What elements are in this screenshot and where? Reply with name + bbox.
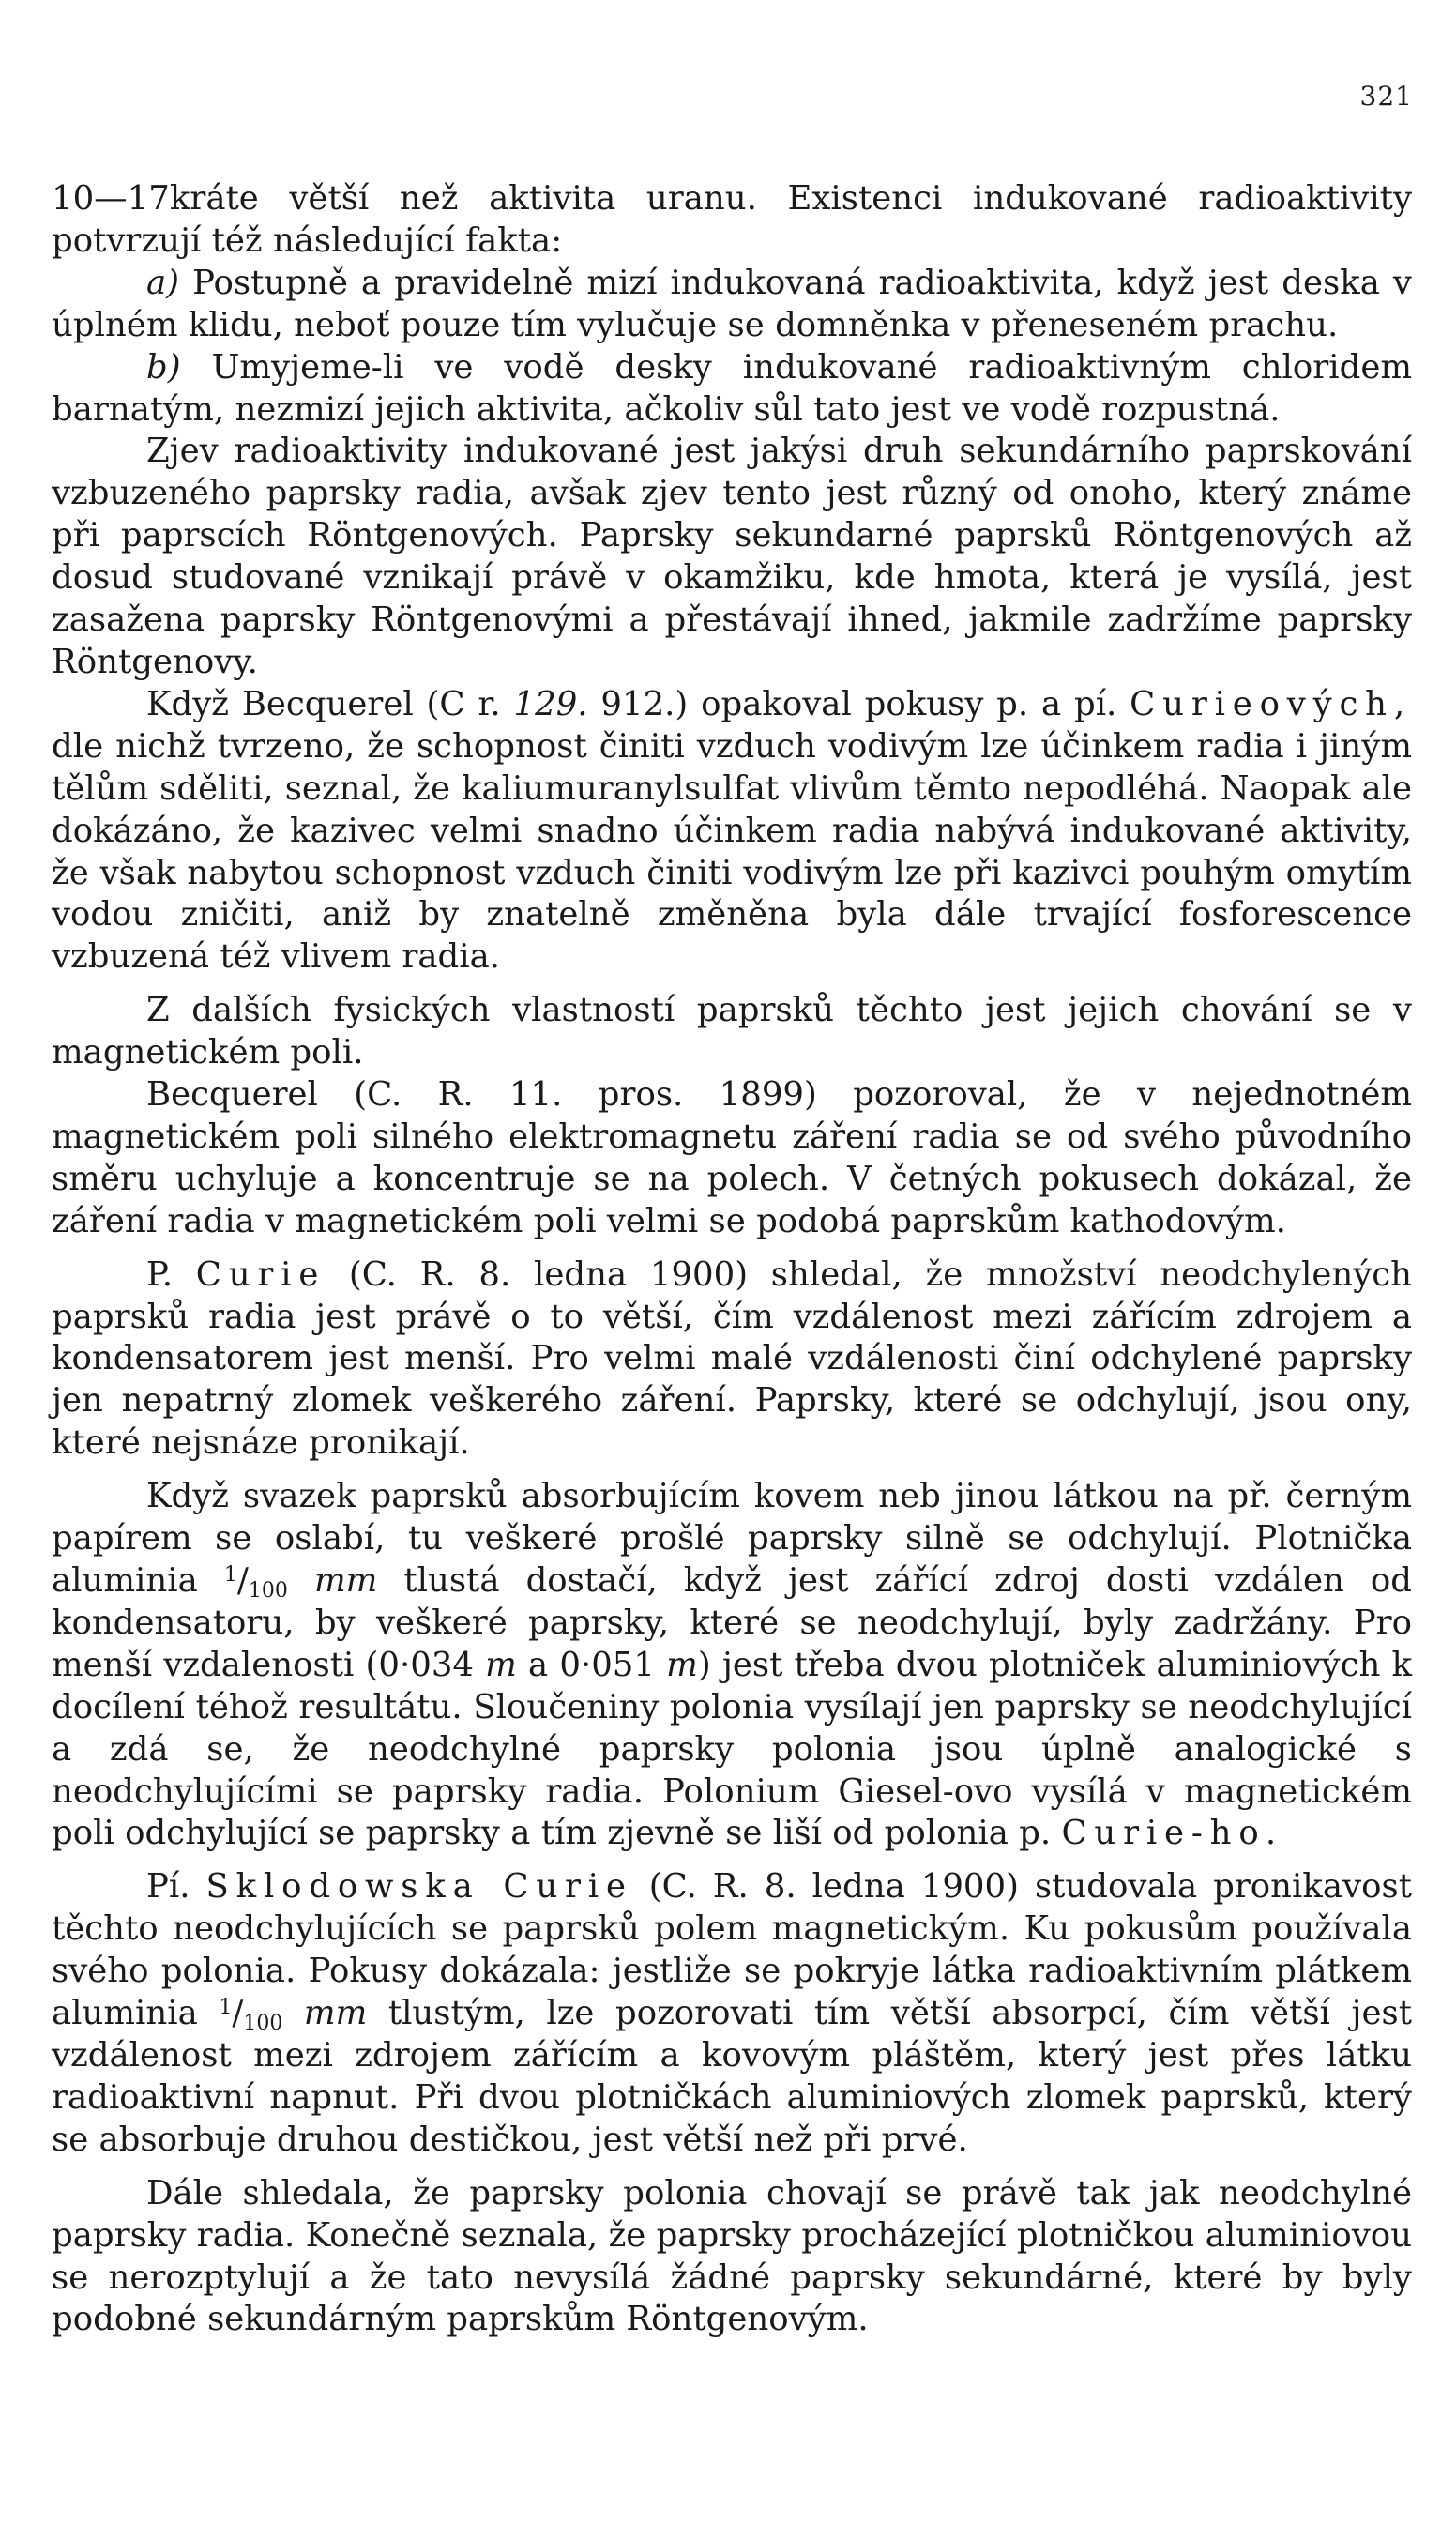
item-label-a: a) [146,263,180,302]
paragraph-6: Z dalších fysických vlastností paprsků těchto jest jejich chování se v magnetickém poli. [52,991,1412,1072]
paragraph-3: b) Umyjeme-li ve vodě desky indukované radioaktivným chloridem barnatým, nezmizí jejich aktivita, ačkoliv sůl tato jest ve vodě rozpustná. [52,347,1412,429]
paragraph-8: P. Curie (C. R. 8. ledna 1900) shledal, že množství neodchylených paprsků radia jest právě o to větší, čím vzdálenost mezi zářícím zdrojem a kondensatorem jest menší. Pro velmi malé vzdálenosti činí odchylené paprsky jen nepatrný zlomek veškerého záření. Paprsky, které se odchylují, jsou ony, které nejsnáze pronikají. [52,1254,1412,1463]
fraction: $^1/_{100}$ [219,1994,283,2036]
fraction: $^1/_{100}$ [223,1561,288,1604]
paragraph-1: 10—17kráte větší než aktivita uranu. Existenci indukované radioaktivity potvrzují též následující fakta: [52,179,1412,260]
page-number: 321 [1359,81,1413,112]
body-text [52,178,1412,2341]
paragraph-7: Becquerel (C. R. 11. pros. 1899) pozoroval, že v nejednotném magnetickém poli silného elektromagnetu záření radia se od svého původního směru uchyluje a koncentruje se na polech. V četných pokusech dokázal, že záření radia v magnetickém poli velmi se podobá paprskům kathodovým. [52,1075,1412,1240]
paragraph-9: Když svazek paprsků absorbujícím kovem neb jinou látkou na př. černým papírem se oslabí, tu veškeré prošlé paprsky silně se odchylují. Plotnička aluminia $^1/_{100}$ mm tlustá dostačí, když jest zářící zdroj dosti vzdálen od kondensatoru, by veškeré paprsky, které se neodchylují, byly zadržány. Pro menší vzdalenosti (0·034 m a 0·051 m) jest třeba dvou plotniček aluminiových k docílení téhož resultátu. Sloučeniny polonia vysílají jen paprsky se neodchylující a zdá se, že neodchylné paprsky polonia jsou úplně analogické s neodchylujícími se paprsky radia. Polonium Giesel-ovo vysílá v magnetickém poli odchylující se paprsky a tím zjevně se liší od polonia p. Curie-ho. [52,1477,1412,1853]
paragraph-11: Dále shledala, že paprsky polonia chovají se právě tak jak neodchylné paprsky radia. Konečně seznala, že paprsky procházející plotničkou aluminiovou se nerozptylují a že tato nevysílá žádné paprsky sekundárné, které by byly podobné sekundárným paprskům Röntgenovým. [52,2173,1412,2339]
paragraph-4: Zjev radioaktivity indukované jest jakýsi druh sekundárního paprskování vzbuzeného paprsky radia, avšak zjev tento jest různý od onoho, který známe při paprscích Röntgenových. Paprsky sekundarné paprsků Röntgenových až dosud studované vznikají právě v okamžiku, kde hmota, která je vysílá, jest zasažena paprsky Röntgenovými a přestávají ihned, jakmile zadržíme paprsky Röntgenovy. [52,432,1412,681]
paragraph-10: Pí. Sklodowska Curie (C. R. 8. ledna 1900) studovala pronikavost těchto neodchylujících se paprsků polem magnetickým. Ku pokusům používala svého polonia. Pokusy dokázala: jestliže se pokryje látka radioaktivním plátkem aluminia $^1/_{100}$ mm tlustým, lze pozorovati tím větší absorpcí, čím větší jest vzdálenost mezi zdrojem zářícím a kovovým pláštěm, který jest přes látku radioaktivní napnut. Při dvou plotničkách aluminiových zlomek paprsků, který se absorbuje druhou destičkou, jest větší než při prvé. [52,1867,1412,2159]
paragraph-2: a) Postupně a pravidelně mizí indukovaná radioaktivita, když jest deska v úplném klidu, neboť pouze tím vylučuje se domněnka v přeneseném prachu. [52,263,1412,344]
paragraph-5: Když Becquerel (C r. 129. 912.) opakoval pokusy p. a pí. Curieových, dle nichž tvrzeno, že schopnost činiti vzduch vodivým lze účinkem radia i jiným tělům sděliti, seznal, že kaliumuranylsulfat vlivům těmto nepodléhá. Naopak ale dokázáno, že kazivec velmi snadno účinkem radia nabývá indukované aktivity, že však nabytou schopnost vzduch činiti vodivým lze při kazivci pouhým omytím vodou zničiti, aniž by znatelně změněna byla dále trvající fosforescence vzbuzená též vlivem radia. [52,684,1412,977]
item-label-b: b) [146,347,181,387]
